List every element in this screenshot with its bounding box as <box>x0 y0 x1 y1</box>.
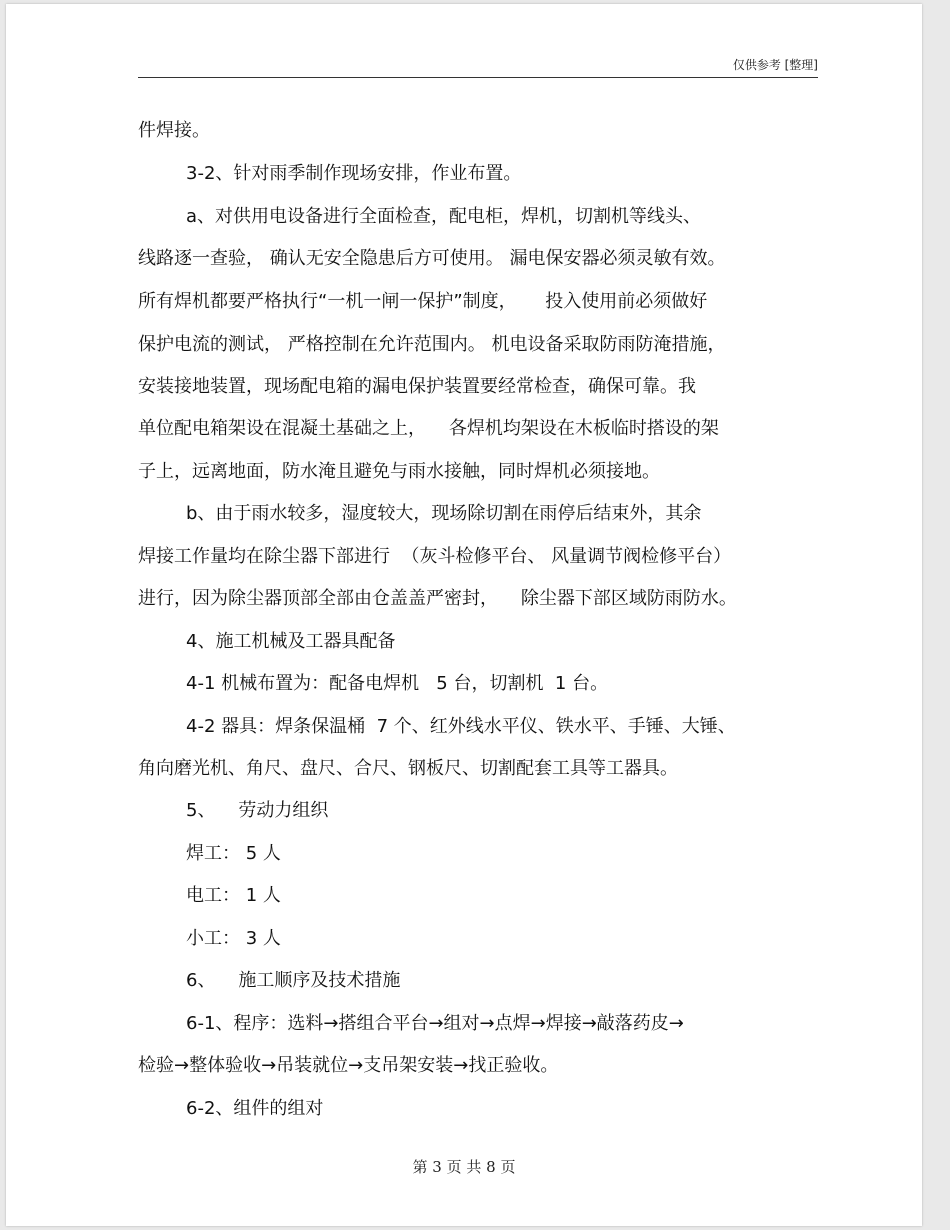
text-line: 焊接工作量均在除尘器下部进行 （灰斗检修平台、 风量调节阀检修平台） <box>138 546 732 567</box>
text-line: 线路逐一查验， 确认无安全隐患后方可使用。 漏电保安器必须灵敏有效。 <box>138 248 726 269</box>
text-line: 角向磨光机、角尺、盘尺、合尺、钢板尺、切割配套工具等工器具。 <box>138 758 678 779</box>
text-line: 单位配电箱架设在混凝土基础之上， 各焊机均架设在木板临时搭设的架 <box>138 418 719 439</box>
text-line: 4、施工机械及工器具配备 <box>186 631 396 652</box>
text-line: 3-2、针对雨季制作现场安排，作业布置。 <box>186 163 522 184</box>
text-line: 安装接地装置，现场配电箱的漏电保护装置要经常检查，确保可靠。我 <box>138 376 696 397</box>
text-line: 电工： 1 人 <box>186 885 281 906</box>
text-line: b、由于雨水较多，湿度较大，现场除切割在雨停后结束外，其余 <box>186 503 702 524</box>
text-line: 5、 劳动力组织 <box>186 800 329 821</box>
text-line: 检验→整体验收→吊装就位→支吊架安装→找正验收。 <box>138 1055 559 1076</box>
text-line: 6-1、程序：选料→搭组合平台→组对→点焊→焊接→敲落药皮→ <box>186 1013 684 1034</box>
text-line: 6、 施工顺序及技术措施 <box>186 970 401 991</box>
header-rule <box>138 77 818 78</box>
page-footer: 第 3 页 共 8 页 <box>412 1158 516 1176</box>
text-line: 焊工： 5 人 <box>186 843 281 864</box>
text-line: 6-2、组件的组对 <box>186 1098 324 1119</box>
text-line: a、对供用电设备进行全面检查，配电柜，焊机，切割机等线头、 <box>186 206 702 227</box>
document-page <box>6 4 922 1226</box>
text-line: 件焊接。 <box>138 120 210 141</box>
text-line: 子上，远离地面，防水淹且避免与雨水接触，同时焊机必须接地。 <box>138 461 660 482</box>
text-line: 所有焊机都要严格执行“一机一闸一保护”制度， 投入使用前必须做好 <box>138 291 708 312</box>
text-line: 保护电流的测试， 严格控制在允许范围内。 机电设备采取防雨防淹措施， <box>138 334 726 355</box>
text-line: 进行，因为除尘器顶部全部由仓盖盖严密封， 除尘器下部区域防雨防水。 <box>138 588 737 609</box>
text-line: 4-1 机械布置为：配备电焊机 5 台，切割机 1 台。 <box>186 673 609 694</box>
text-line: 小工： 3 人 <box>186 928 281 949</box>
text-line: 4-2 器具：焊条保温桶 7 个、红外线水平仪、铁水平、手锤、大锤、 <box>186 716 736 737</box>
page-header: 仅供参考 [整理] <box>732 58 818 72</box>
